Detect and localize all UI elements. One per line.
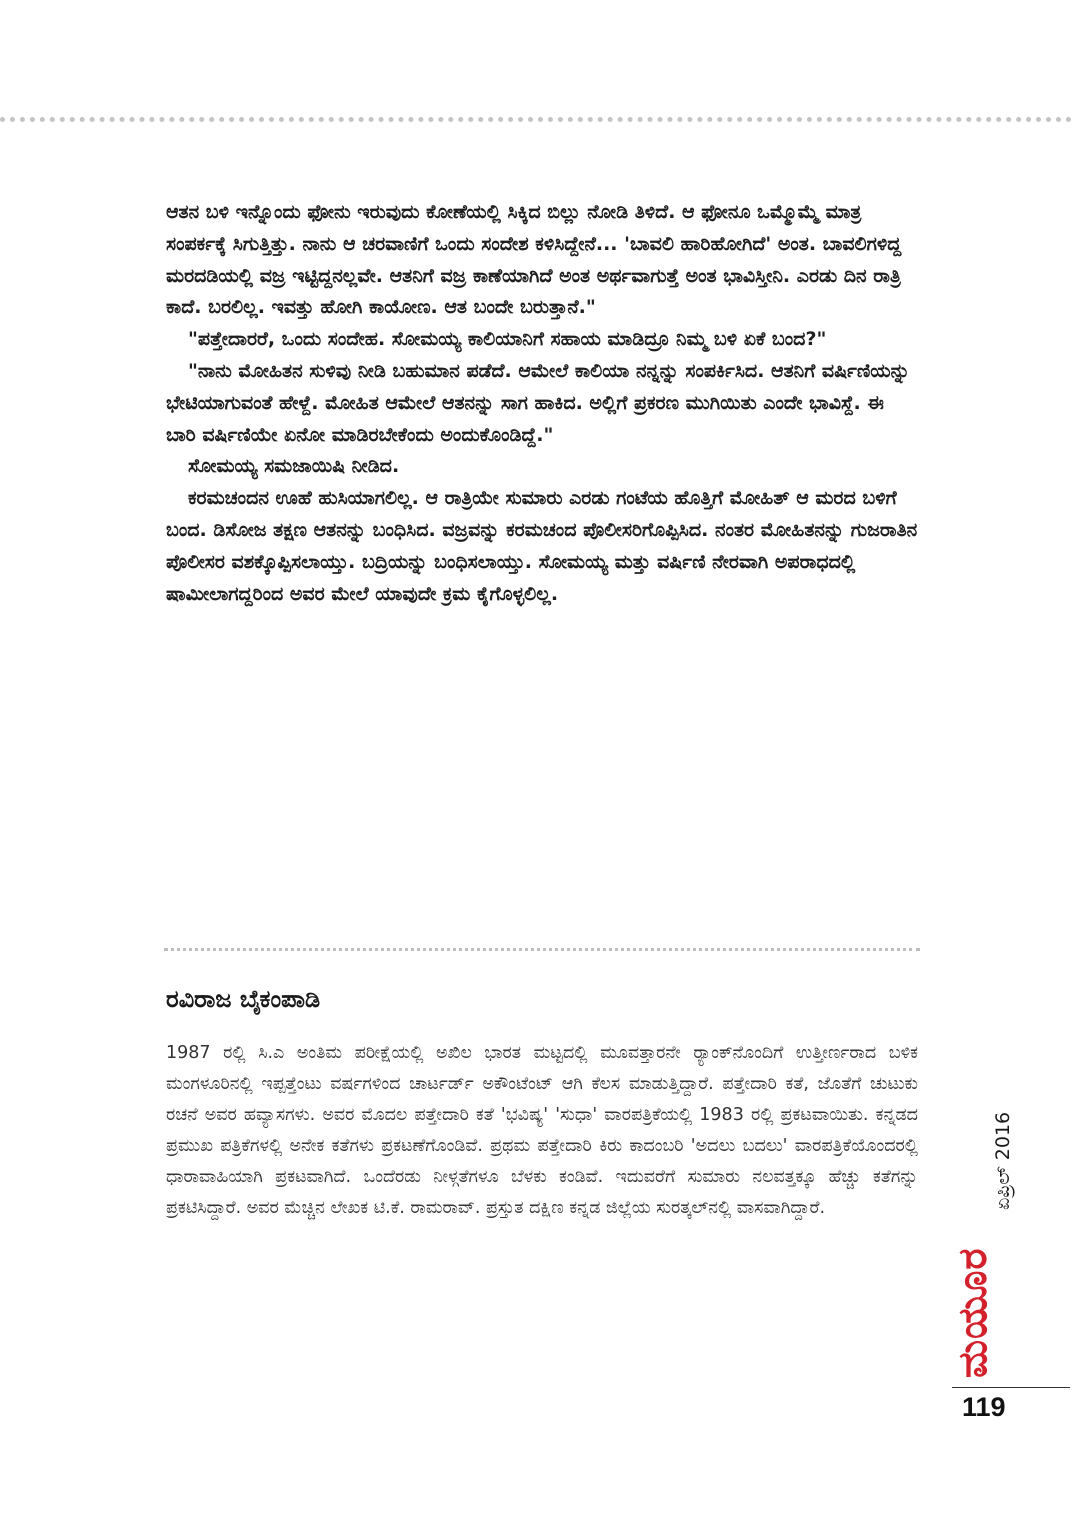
author-name: ರವಿರಾಜ ಬೈಕಂಪಾಡಿ bbox=[166, 985, 321, 1013]
footer-rule bbox=[952, 1387, 1070, 1388]
author-bio: 1987 ರಲ್ಲಿ ಸಿ.ಎ ಅಂತಿಮ ಪರೀಕ್ಷೆಯಲ್ಲಿ ಅಖಿಲ ಭಾರತ ಮಟ್ಟದಲ್ಲಿ ಮೂವತ್ತಾರನೇ ರ್‍ಯಾಂಕ್‌ನೊಂದಿಗೆ ಉತ್ತೀರ್ಣರಾದ ಬಳಿಕ ಮಂಗಳೂರಿನಲ್ಲಿ ಇಪ್ಪತ್ತೆಂಟು ವರ್ಷಗಳಿಂದ ಚಾರ್ಟರ್ಡ್ ಅಕೌಂಟೆಂಟ್ ಆಗಿ ಕೆಲಸ ಮಾಡುತ್ತಿದ್ದಾರೆ. ಪತ್ತೇದಾರಿ ಕತೆ, ಜೊತೆಗೆ ಚುಟುಕು ರಚನೆ ಅವರ ಹವ್ಯಾಸಗಳು. ಅವರ ಮೊದಲ ಪತ್ತೇದಾರಿ ಕತೆ 'ಭವಿಷ್ಯ' 'ಸುಧಾ' ವಾರಪತ್ರಿಕೆಯಲ್ಲಿ 1983 ರಲ್ಲಿ ಪ್ರಕಟವಾಯಿತು. ಕನ್ನಡದ ಪ್ರಮುಖ ಪತ್ರಿಕೆಗಳಲ್ಲಿ ಅನೇಕ ಕತೆಗಳು ಪ್ರಕಟಣೆಗೊಂಡಿವೆ. ಪ್ರಥಮ ಪತ್ತೇದಾರಿ ಕಿರು ಕಾದಂಬರಿ 'ಅದಲು ಬದಲು' ವಾರಪತ್ರಿಕೆಯೊಂದರಲ್ಲಿ ಧಾರಾವಾಹಿಯಾಗಿ ಪ್ರಕಟವಾಗಿದೆ. ಒಂದೆರಡು ನೀಳ್ಗತೆಗಳೂ ಬೆಳಕು ಕಂಡಿವೆ. ಇದುವರೆಗೆ ಸುಮಾರು ನಲವತ್ತಕ್ಕೂ ಹೆಚ್ಚು ಕತೆಗನ್ನು ಪ್ರಕಟಿಸಿದ್ದಾರೆ. ಅವರ ಮೆಚ್ಚಿನ ಲೇಖಕ ಟಿ.ಕೆ. ರಾಮರಾವ್. ಪ್ರಸ್ತುತ ದಕ್ಷಿಣ ಕನ್ನಡ ಜಿಲ್ಲೆಯ ಸುರತ್ಕಲ್‌ನಲ್ಲಿ ವಾಸವಾಗಿದ್ದಾರೆ. bbox=[166, 1043, 918, 1218]
story-paragraph: "ಪತ್ತೇದಾರರೆ, ಒಂದು ಸಂದೇಹ. ಸೋಮಯ್ಯ ಕಾಲಿಯಾನಿಗೆ ಸಹಾಯ ಮಾಡಿದ್ರೂ ನಿಮ್ಮ ಬಳಿ ಏಕೆ ಬಂದ?" bbox=[188, 328, 827, 351]
story-paragraph: ಕರಮಚಂದನ ಊಹೆ ಹುಸಿಯಾಗಲಿಲ್ಲ. ಆ ರಾತ್ರಿಯೇ ಸುಮಾರು ಎರಡು ಗಂಟೆಯ ಹೊತ್ತಿಗೆ ಮೋಹಿತ್ ಆ ಮರದ ಬಳಿಗೆ ಬಂದ. ಡಿಸೋಜ ತಕ್ಷಣ ಆತನನ್ನು ಬಂಧಿಸಿದ. ವಜ್ರವನ್ನು ಕರಮಚಂದ ಪೊಲೀಸರಿಗೊಪ್ಪಿಸಿದ. ನಂತರ ಮೋಹಿತನನ್ನು ಗುಜರಾತಿನ ಪೊಲೀಸರ ವಶಕ್ಕೊಪ್ಪಿಸಲಾಯ್ತು. ಬದ್ರಿಯನ್ನು ಬಂಧಿಸಲಾಯ್ತು. ಸೋಮಯ್ಯ ಮತ್ತು ವರ್ಷಿಣಿ ನೇರವಾಗಿ ಅಪರಾಧದಲ್ಲಿ ಷಾಮೀಲಾಗದ್ದರಿಂದ ಅವರ ಮೇಲೆ ಯಾವುದೇ ಕ್ರಮ ಕೈಗೊಳ್ಳಲಿಲ್ಲ. bbox=[166, 487, 918, 605]
page-number: 119 bbox=[962, 1392, 1006, 1422]
story-paragraph: ಸೋಮಯ್ಯ ಸಮಜಾಯಿಷಿ ನೀಡಿದ. bbox=[188, 455, 400, 478]
story-text bbox=[166, 197, 918, 610]
magazine-side-strip bbox=[950, 1110, 1050, 1380]
issue-date: ಏಪ್ರಿಲ್ 2016 bbox=[992, 1111, 1014, 1210]
section-dotted-divider bbox=[164, 948, 920, 951]
story-paragraph: ಆತನ ಬಳಿ ಇನ್ನೊಂದು ಫೋನು ಇರುವುದು ಕೋಣೆಯಲ್ಲಿ ಸಿಕ್ಕಿದ ಬಿಲ್ಲು ನೋಡಿ ತಿಳಿದೆ. ಆ ಫೋನೂ ಒಮ್ಮೊಮ್ಮೆ ಮಾತ್ರ ಸಂಪರ್ಕಕ್ಕೆ ಸಿಗುತ್ತಿತ್ತು. ನಾನು ಆ ಚರವಾಣಿಗೆ ಒಂದು ಸಂದೇಶ ಕಳಿಸಿದ್ದೇನೆ... 'ಬಾವಲಿ ಹಾರಿಹೋಗಿದೆ' ಅಂತ. ಬಾವಲಿಗಳಿದ್ದ ಮರದಡಿಯಲ್ಲಿ ವಜ್ರ ಇಟ್ಟಿದ್ದನಲ್ಲವೇ. ಆತನಿಗೆ ವಜ್ರ ಕಾಣೆಯಾಗಿದೆ ಅಂತ ಅರ್ಥವಾಗುತ್ತೆ ಅಂತ ಭಾವಿಸ್ತೀನಿ. ಎರಡು ದಿನ ರಾತ್ರಿ ಕಾದೆ. ಬರಲಿಲ್ಲ. ಇವತ್ತು ಹೋಗಿ ಕಾಯೋಣ. ಆತ ಬಂದೇ ಬರುತ್ತಾನೆ." bbox=[166, 201, 902, 319]
top-dotted-divider bbox=[0, 117, 1072, 122]
magazine-logo: ಮಯೂರ bbox=[950, 1247, 996, 1378]
story-paragraph: "ನಾನು ಮೋಹಿತನ ಸುಳಿವು ನೀಡಿ ಬಹುಮಾನ ಪಡೆದೆ. ಆಮೇಲೆ ಕಾಲಿಯಾ ನನ್ನನ್ನು ಸಂಪರ್ಕಿಸಿದ. ಆತನಿಗೆ ವರ್ಷಿಣಿಯನ್ನು ಭೇಟಿಯಾಗುವಂತೆ ಹೇಳ್ದೆ. ಮೋಹಿತ ಆಮೇಲೆ ಆತನನ್ನು ಸಾಗ ಹಾಕಿದ. ಅಲ್ಲಿಗೆ ಪ್ರಕರಣ ಮುಗಿಯಿತು ಎಂದೇ ಭಾವಿಸ್ದೆ. ಈ ಬಾರಿ ವರ್ಷಿಣಿಯೇ ಏನೋ ಮಾಡಿರಬೇಕೆಂದು ಅಂದುಕೊಂಡಿದ್ದೆ." bbox=[166, 359, 910, 446]
